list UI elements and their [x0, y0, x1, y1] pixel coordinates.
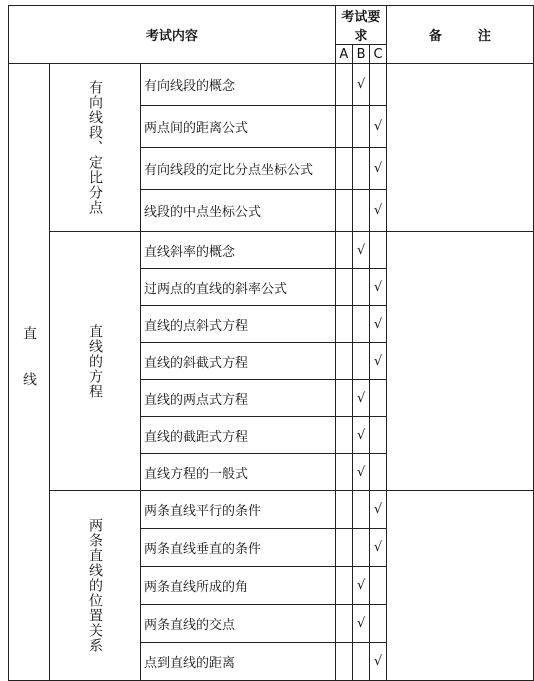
level-c-cell [370, 232, 387, 269]
topic-label: 有向线段的定比分点坐标公式 [141, 148, 336, 190]
level-c-header: C [370, 45, 387, 64]
level-c-cell [370, 306, 387, 343]
level-a-cell [335, 417, 352, 454]
check-mark-icon: √ [373, 203, 383, 218]
level-a-cell [335, 343, 352, 380]
remarks-cell [386, 232, 533, 491]
group-title: 有向线段、定比分点 [87, 80, 103, 215]
topic-label: 线段的中点坐标公式 [141, 190, 336, 232]
level-b-cell [352, 190, 369, 232]
level-c-cell [370, 148, 387, 190]
check-mark-icon: √ [373, 316, 383, 332]
topic-label: 点到直线的距离 [141, 643, 336, 681]
check-mark-icon: √ [373, 654, 383, 669]
header-row [9, 6, 534, 45]
level-b-cell [352, 343, 369, 380]
level-c-cell [370, 491, 387, 529]
topic-label: 直线的截距式方程 [141, 417, 336, 454]
level-a-cell [335, 269, 352, 306]
group-title: 直线的方程 [87, 323, 103, 399]
level-a-cell [335, 454, 352, 491]
level-a-cell [335, 567, 352, 605]
level-a-cell [335, 306, 352, 343]
level-b-cell [352, 106, 369, 148]
check-mark-icon: √ [373, 161, 383, 176]
topic-label: 两条直线的交点 [141, 605, 336, 643]
level-b-cell [352, 529, 369, 567]
exam-requirements-header: 考试要求 [335, 6, 386, 45]
level-b-cell [352, 269, 369, 306]
check-mark-icon: √ [373, 540, 383, 555]
level-a-cell [335, 643, 352, 681]
level-c-cell [370, 190, 387, 232]
topic-label: 过两点的直线的斜率公式 [141, 269, 336, 306]
level-c-cell [370, 269, 387, 306]
check-mark-icon: √ [356, 390, 366, 406]
level-a-cell [335, 190, 352, 232]
level-b-header: B [352, 45, 369, 64]
topic-label: 直线斜率的概念 [141, 232, 336, 269]
topic-label: 两点间的距离公式 [141, 106, 336, 148]
topic-label: 两条直线垂直的条件 [141, 529, 336, 567]
table-row [9, 232, 534, 269]
remarks-cell [386, 64, 533, 232]
level-c-cell [370, 106, 387, 148]
topic-label: 有向线段的概念 [141, 64, 336, 106]
topic-label: 直线的两点式方程 [141, 380, 336, 417]
table-row [9, 64, 534, 106]
check-mark-icon: √ [356, 464, 366, 480]
level-c-cell [370, 605, 387, 643]
table-row [9, 491, 534, 529]
group-title: 两条直线的位置关系 [87, 518, 103, 653]
level-a-cell [335, 529, 352, 567]
level-c-cell [370, 567, 387, 605]
level-b-cell [352, 454, 369, 491]
level-a-cell [335, 64, 352, 106]
exam-content-header: 考试内容 [9, 6, 336, 64]
chapter-title: 直线 [21, 326, 37, 418]
level-b-cell [352, 64, 369, 106]
level-b-cell [352, 605, 369, 643]
level-c-cell [370, 417, 387, 454]
level-b-cell [352, 417, 369, 454]
check-mark-icon: √ [356, 578, 366, 593]
group-cell [50, 491, 141, 681]
remarks-header: 备注 [386, 6, 533, 64]
chapter-cell [9, 64, 50, 681]
level-b-cell [352, 643, 369, 681]
level-c-cell [370, 380, 387, 417]
level-c-cell [370, 64, 387, 106]
level-c-cell [370, 454, 387, 491]
group-cell [50, 232, 141, 491]
level-a-cell [335, 106, 352, 148]
check-mark-icon: √ [373, 119, 383, 134]
check-mark-icon: √ [356, 616, 366, 631]
syllabus-table [8, 5, 534, 681]
level-c-cell [370, 529, 387, 567]
level-b-cell [352, 491, 369, 529]
level-b-cell [352, 306, 369, 343]
level-a-cell [335, 232, 352, 269]
level-b-cell [352, 232, 369, 269]
level-a-cell [335, 605, 352, 643]
check-mark-icon: √ [356, 427, 366, 443]
level-a-cell [335, 148, 352, 190]
level-c-cell [370, 643, 387, 681]
topic-label: 直线的斜截式方程 [141, 343, 336, 380]
topic-label: 两条直线所成的角 [141, 567, 336, 605]
table-body [9, 6, 534, 681]
level-b-cell [352, 380, 369, 417]
level-c-cell [370, 343, 387, 380]
remarks-cell [386, 491, 533, 681]
group-cell [50, 64, 141, 232]
level-b-cell [352, 567, 369, 605]
level-b-cell [352, 148, 369, 190]
check-mark-icon: √ [356, 77, 366, 92]
topic-label: 直线方程的一般式 [141, 454, 336, 491]
level-a-header: A [335, 45, 352, 64]
topic-label: 直线的点斜式方程 [141, 306, 336, 343]
check-mark-icon: √ [373, 502, 383, 517]
check-mark-icon: √ [373, 279, 383, 295]
check-mark-icon: √ [356, 242, 366, 258]
level-a-cell [335, 491, 352, 529]
check-mark-icon: √ [373, 353, 383, 369]
level-a-cell [335, 380, 352, 417]
topic-label: 两条直线平行的条件 [141, 491, 336, 529]
